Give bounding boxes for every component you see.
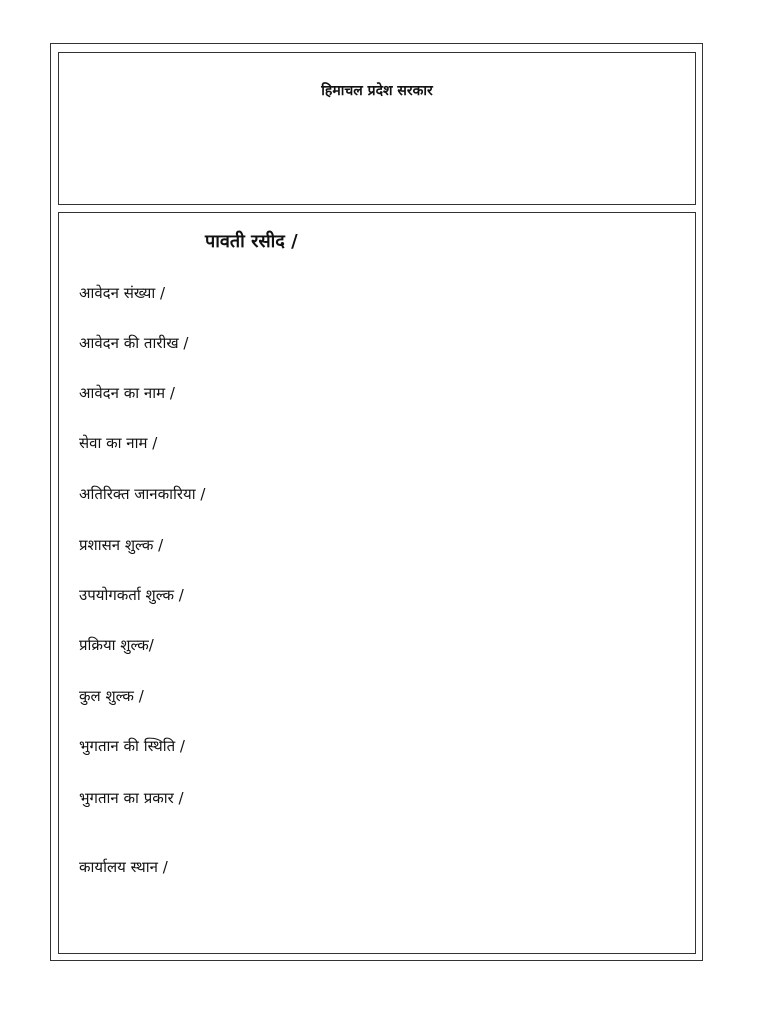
field-processing-fee: प्रक्रिया शुल्क/ [79,636,154,654]
field-admin-fee: प्रशासन शुल्क / [79,536,164,554]
field-service-name: सेवा का नाम / [79,434,158,452]
field-application-number: आवेदन संख्या / [79,284,166,302]
field-user-fee: उपयोगकर्ता शुल्क / [79,586,184,604]
header-section [58,52,696,205]
field-office-location: कार्यालय स्थान / [79,858,168,876]
field-application-date: आवेदन की तारीख / [79,334,189,352]
field-total-fee: कुल शुल्क / [79,687,144,705]
field-applicant-name: आवेदन का नाम / [79,384,175,402]
field-payment-status: भुगतान की स्थिति / [79,737,185,755]
receipt-section [58,212,696,954]
field-additional-info: अतिरिक्त जानकारिया / [79,485,206,503]
field-payment-type: भुगतान का प्रकार / [79,789,184,807]
receipt-title: पावती रसीद / [205,231,298,252]
government-title: हिमाचल प्रदेश सरकार [321,83,433,99]
